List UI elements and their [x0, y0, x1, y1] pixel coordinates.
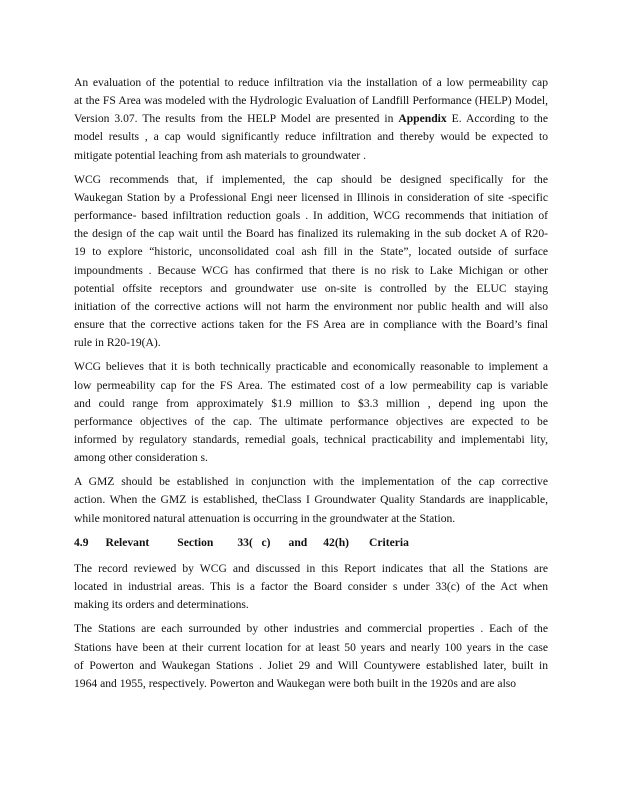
section-heading-word: 33( c) [237, 535, 271, 549]
text-line [74, 110, 548, 128]
text-line: the design of the cap wait until the Board has finalized its rulemaking in the sub docket A of R20- [74, 227, 548, 241]
text-line: at the FS Area was modeled with the Hydrologic Evaluation of Landfill Performance (HELP) Model, [74, 94, 548, 108]
text-line: action. When the GMZ is established, theClass I Groundwater Quality Standards are inapplicable, [74, 493, 548, 507]
text-line: and could range from approximately $1.9 million to $3.3 million , depend ing upon the [74, 396, 548, 410]
section-heading [74, 534, 548, 552]
text-line: potential offsite receptors and groundwater use on-site is controlled by the ELUC staying [74, 281, 548, 295]
text-line: 1964 and 1955, respectively. Powerton and Waukegan were both built in the 1920s and are also [74, 676, 517, 690]
section-heading-word: Relevant [105, 535, 150, 549]
text-line: performance- based infiltration reduction goals . In addition, WCG recommends that initiation of [74, 209, 548, 223]
text-line: The record reviewed by WCG and discussed in this Report indicates that all the Stations are [74, 561, 548, 575]
text-line: Waukegan Station by a Professional Engi neer licensed in Illinois in consideration of site -specific [74, 190, 548, 204]
paragraph [74, 620, 548, 693]
text-line: initiation of the corrective actions will not harm the environment nor public health and will also [74, 299, 548, 313]
text-line: informed by regulatory standards, remedial goals, technical practicability and implementabi lity, [74, 432, 548, 446]
text-line: WCG recommends that, if implemented, the cap should be designed specifically for the [74, 172, 548, 186]
text-line: low permeability cap for the FS Area. The estimated cost of a low permeability cap is variable [74, 378, 548, 392]
text-line: mitigate potential leaching from ash materials to groundwater . [74, 148, 367, 162]
section-number: 4.9 [74, 535, 89, 549]
paragraph [74, 473, 548, 527]
text-line: ensure that the corrective actions taken for the FS Area are in compliance with the Board’s final [74, 318, 548, 332]
text-line: among other consideration s. [74, 451, 208, 465]
text-line: making its orders and determinations. [74, 598, 249, 612]
text-line: located in industrial areas. This is a factor the Board consider s under 33(c) of the Act when [74, 580, 548, 594]
text-line: performance objectives of the cap. The ultimate performance objectives are expected to be [74, 414, 548, 428]
text-segment: Version 3.07. The results from the HELP Model are presented in [74, 112, 399, 126]
text-line: model results , a cap would significantly reduce infiltration and thereby would be expected to [74, 130, 548, 144]
appendix-reference: Appendix [398, 112, 447, 126]
text-line: Stations have been at their current location for at least 50 years and nearly 100 years in the case [74, 640, 548, 654]
document-page [74, 74, 548, 699]
paragraph [74, 358, 548, 467]
text-line: of Powerton and Waukegan Stations . Joliet 29 and Will Countywere established later, built in [74, 658, 548, 672]
paragraph [74, 171, 548, 353]
section-heading-word: and [288, 535, 308, 549]
text-line: The Stations are each surrounded by other industries and commercial properties . Each of the [74, 622, 548, 636]
paragraph [74, 560, 548, 614]
paragraph [74, 74, 548, 165]
section-heading-word: Criteria [369, 535, 409, 549]
text-segment: E. According to the [446, 112, 548, 126]
text-line: A GMZ should be established in conjunction with the implementation of the cap corrective [74, 475, 548, 489]
text-line: An evaluation of the potential to reduce infiltration via the installation of a low permeability cap [74, 76, 548, 89]
text-line: while monitored natural attenuation is occurring in the groundwater at the Station. [74, 511, 456, 525]
section-heading-word: 42(h) [323, 535, 350, 549]
text-line: WCG believes that it is both technically practicable and economically reasonable to implement a [74, 360, 548, 374]
text-line: impoundments . Because WCG has confirmed that there is no risk to Lake Michigan or other [74, 263, 548, 277]
text-line: 19 to explore “historic, unconsolidated coal ash fill in the State”, located outside of surface [74, 245, 548, 259]
text-line: rule in R20-19(A). [74, 336, 161, 350]
section-heading-word: Section [177, 535, 214, 549]
